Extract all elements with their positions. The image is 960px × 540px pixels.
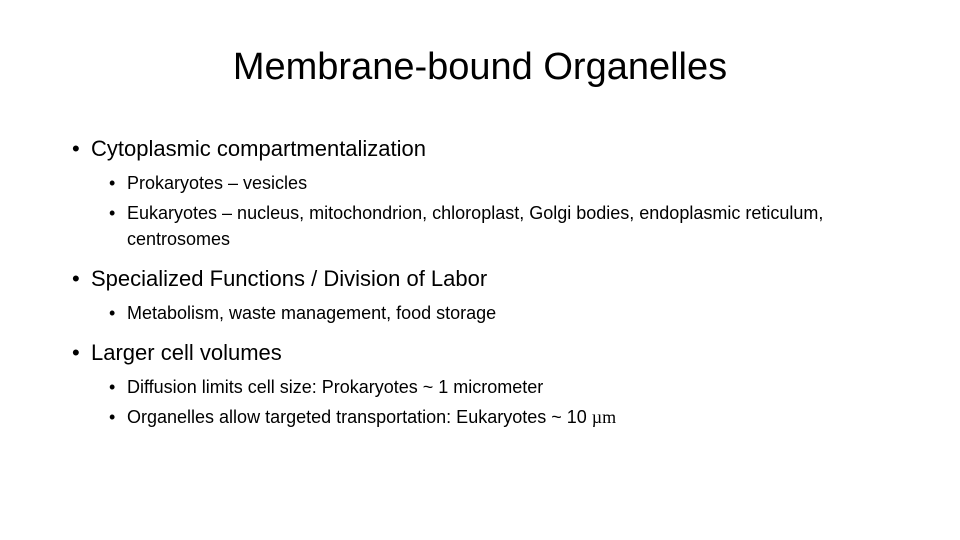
subbullet-text: Diffusion limits cell size: Prokaryotes ~ 1 micrometer: [127, 377, 544, 397]
micrometer-unit: µm: [591, 407, 617, 427]
subbullet-eukaryotes: [109, 200, 892, 252]
sublist-specialized-functions: [109, 300, 892, 326]
slide-title: Membrane-bound Organelles: [232, 46, 728, 88]
bullet-dot-icon: •: [109, 203, 116, 223]
bullet-text: Cytoplasmic compartmentalization: [91, 136, 427, 161]
subbullet-diffusion-limits: [109, 374, 892, 400]
subbullet-organelles-transport: [109, 404, 892, 430]
subbullet-text: Metabolism, waste management, food storage: [127, 303, 497, 323]
bullet-dot-icon: •: [109, 303, 116, 323]
bullet-cytoplasmic-compartmentalization: [72, 134, 892, 164]
bullet-specialized-functions: [72, 264, 892, 294]
subbullet-metabolism: [109, 300, 892, 326]
bullet-dot-icon: •: [109, 407, 116, 427]
bullet-larger-cell-volumes: [72, 338, 892, 368]
slide-content: [72, 134, 892, 442]
subbullet-text: Prokaryotes – vesicles: [127, 173, 308, 193]
sublist-compartmentalization: [109, 170, 892, 252]
bullet-dot-icon: •: [72, 340, 80, 365]
subbullet-text: Eukaryotes – nucleus, mitochondrion, chloroplast, Golgi bodies, endoplasmic reticulum, centrosomes: [127, 203, 824, 249]
subbullet-text: Organelles allow targeted transportation: Eukaryotes ~ 10: [127, 407, 592, 427]
bullet-text: Specialized Functions / Division of Labor: [91, 266, 488, 291]
sublist-larger-cell-volumes: [109, 374, 892, 430]
bullet-dot-icon: •: [109, 173, 116, 193]
bullet-dot-icon: •: [109, 377, 116, 397]
bullet-dot-icon: •: [72, 136, 80, 161]
bullet-dot-icon: •: [72, 266, 80, 291]
subbullet-prokaryotes: [109, 170, 892, 196]
bullet-text: Larger cell volumes: [91, 340, 282, 365]
